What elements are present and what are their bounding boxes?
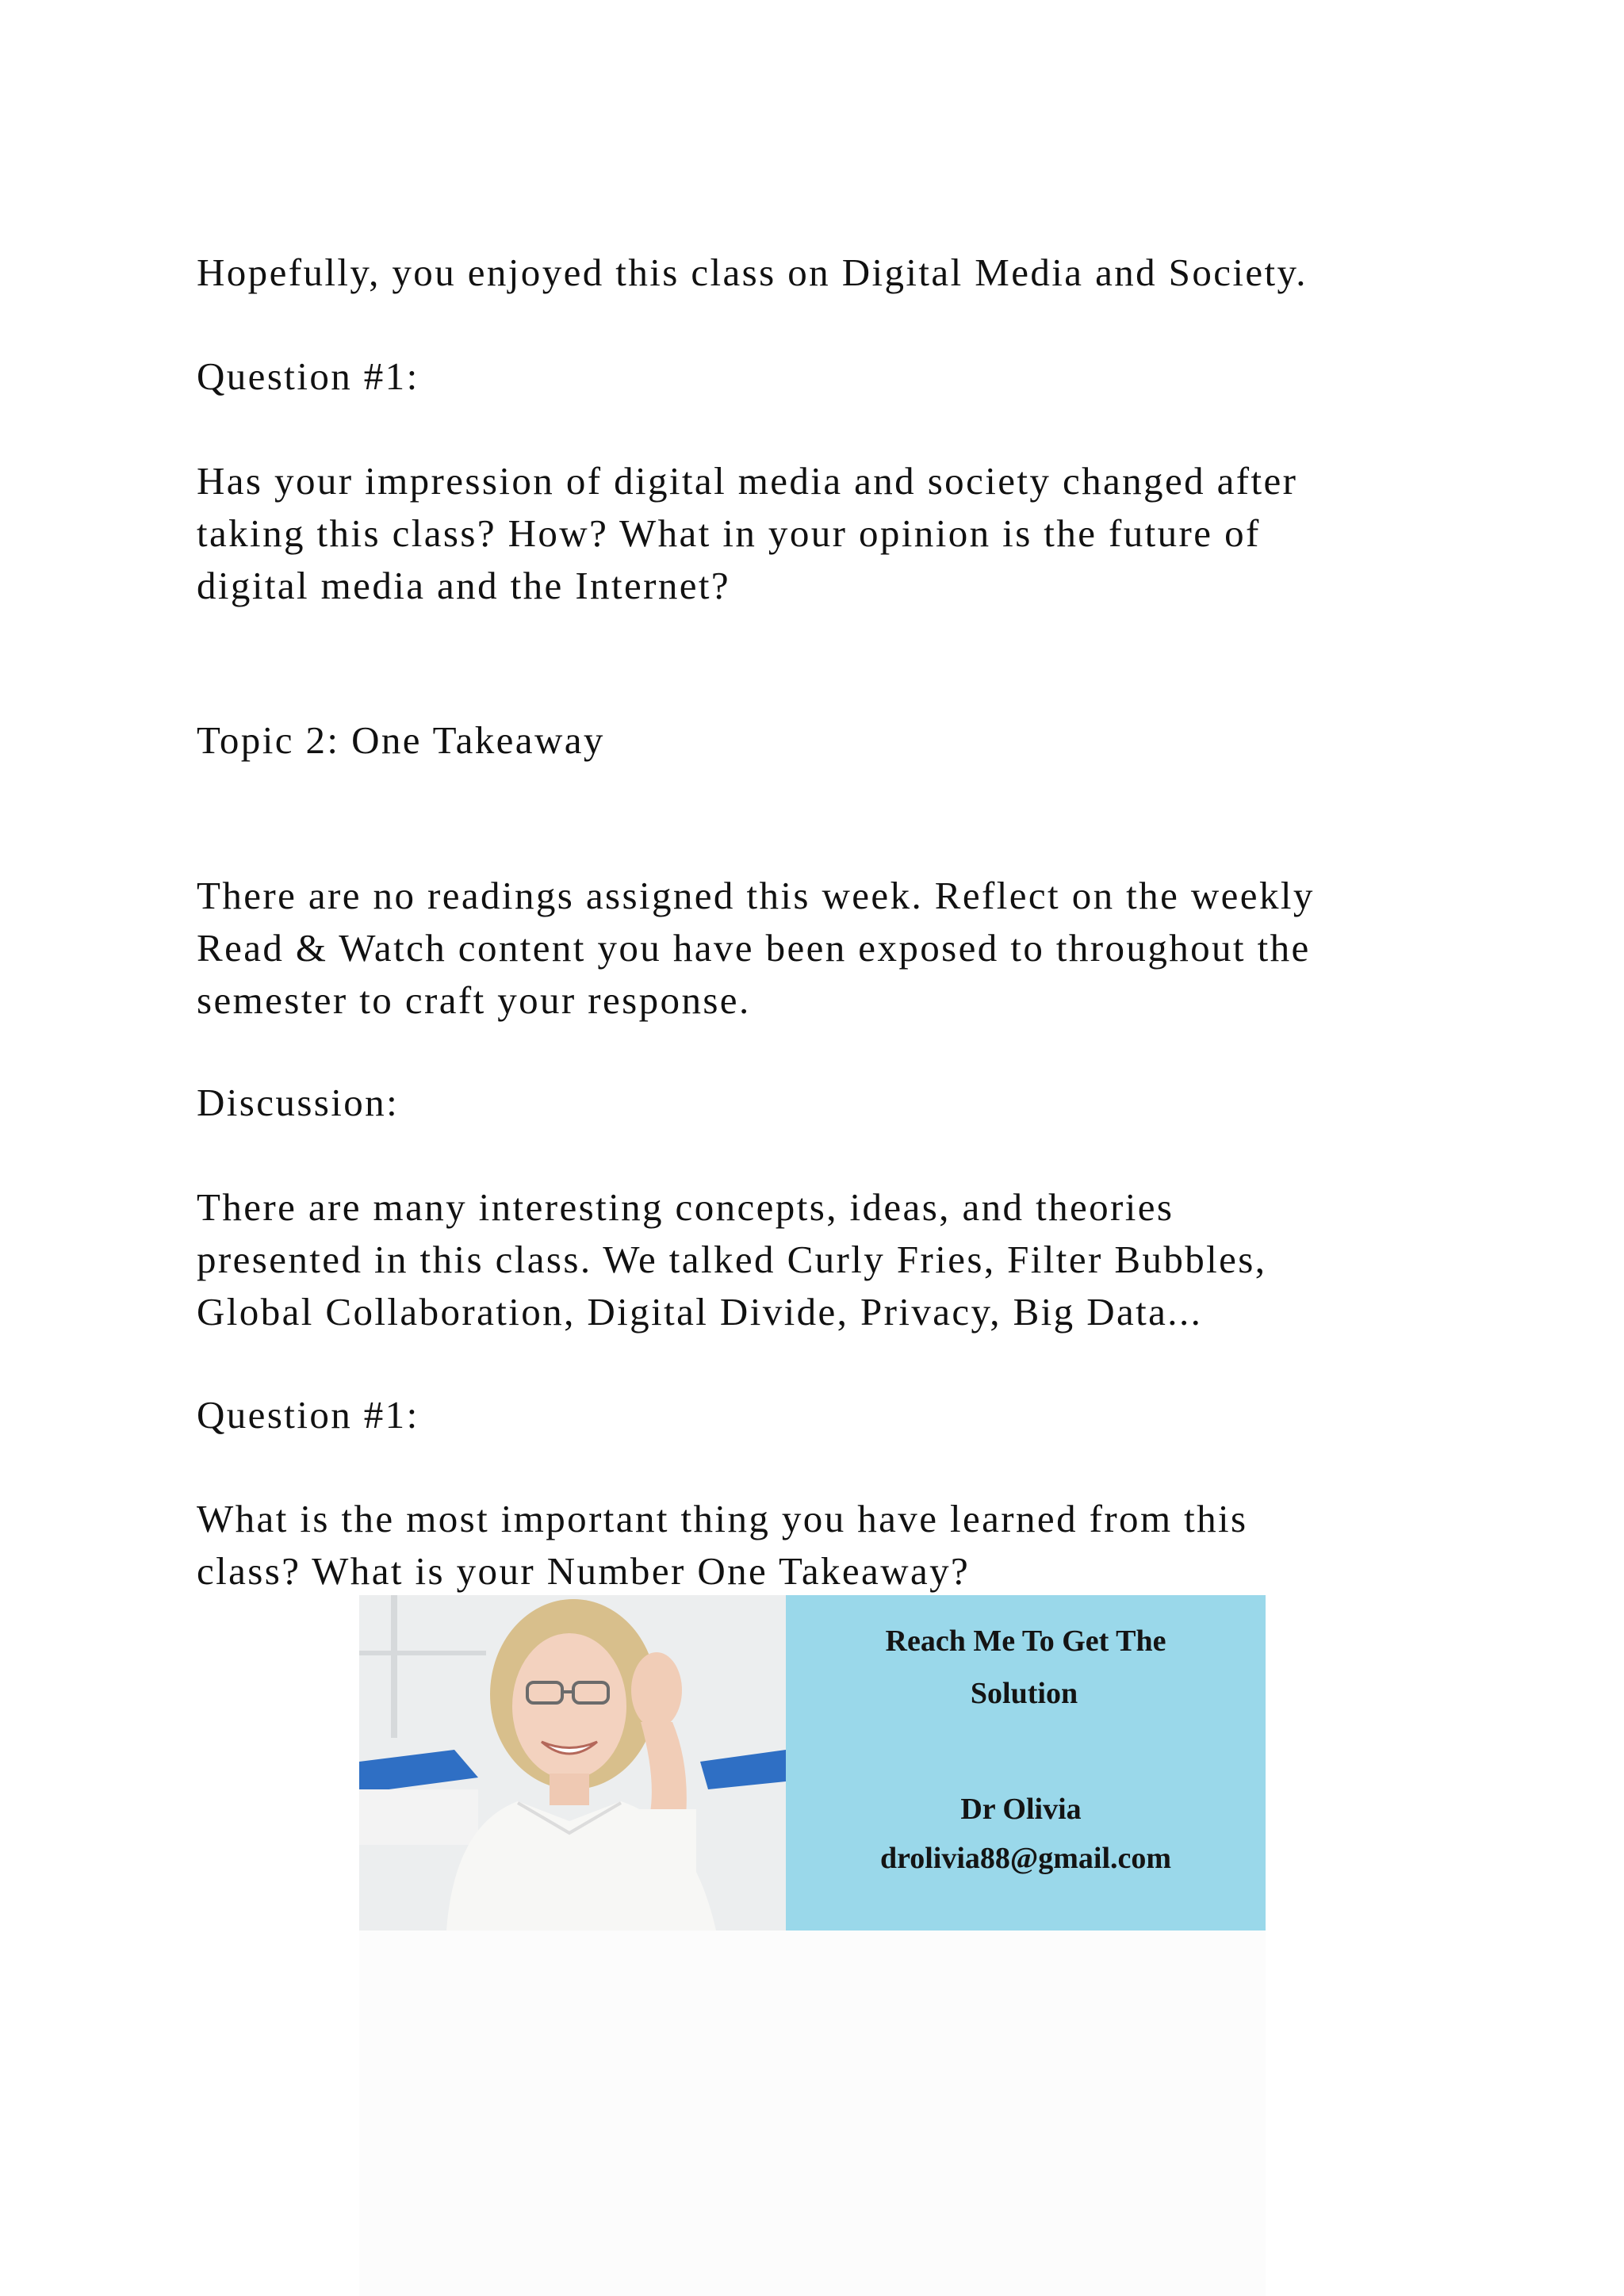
topic-2-heading: Topic 2: One Takeaway <box>197 718 605 762</box>
ad-contact-name: Dr Olivia <box>960 1793 1082 1826</box>
contact-advertisement-banner <box>359 1595 1266 1931</box>
discussion-body: There are many interesting concepts, ideas, and theories presented in this class. We talked Curly Fries, Filter Bubbles, Global Collaboration, Digital Divide, Privacy, Big Data... <box>197 1185 1267 1334</box>
intro-paragraph: Hopefully, you enjoyed this class on Digital Media and Society. <box>197 251 1308 294</box>
readings-note-paragraph: There are no readings assigned this week. Reflect on the weekly Read & Watch content you have been exposed to throughout the semester to craft your response. <box>197 874 1315 1022</box>
ad-headline-line-2: Solution <box>970 1677 1078 1710</box>
ad-headline-line-1: Reach Me To Get The <box>885 1624 1166 1658</box>
question-1-repeat-body: What is the most important thing you have learned from this class? What is your Number One Takeaway? <box>197 1497 1248 1593</box>
woman-portrait-photo <box>359 1595 786 1931</box>
question-1-heading: Question #1: <box>197 354 419 398</box>
contact-info-panel <box>786 1595 1266 1931</box>
question-1-body: Has your impression of digital media and society changed after taking this class? How? What in your opinion is the future of digital media and the Internet? <box>197 459 1298 607</box>
faded-image-area <box>359 1931 1266 2296</box>
ad-contact-email: drolivia88@gmail.com <box>879 1842 1172 1875</box>
discussion-heading: Discussion: <box>197 1081 400 1124</box>
portrait-illustration <box>359 1595 786 1931</box>
question-1-repeat-heading: Question #1: <box>197 1393 419 1437</box>
